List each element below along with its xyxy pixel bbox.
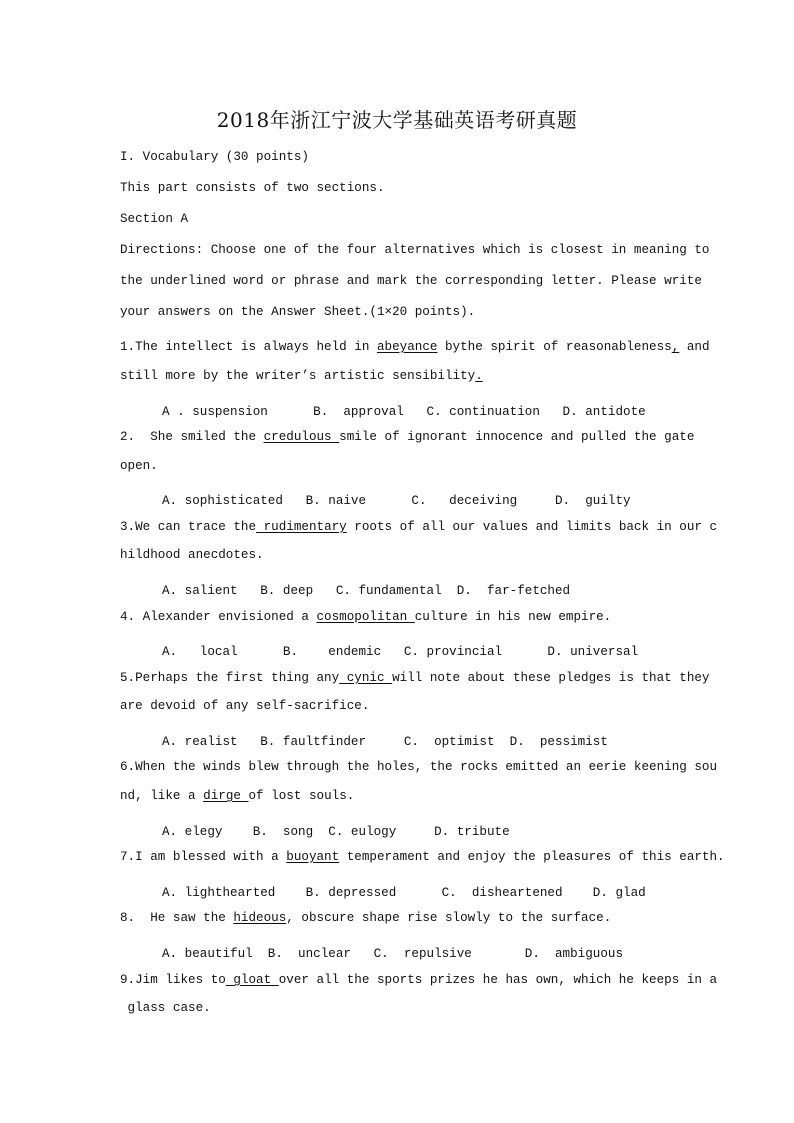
underlined-word: abeyance [376,340,438,354]
question-1-line [120,368,483,384]
question-5-options: A. realist B. faultfinder C. optimist D. pessimist [162,735,608,749]
question-8-line [120,910,611,926]
question-text: 1.The intellect is always held in [120,340,377,354]
question-2-line [120,429,694,445]
part-heading: I. Vocabulary (30 points) [120,150,309,164]
question-4-options: A. local B. endemic C. provincial D. universal [162,645,639,659]
question-text: 4. Alexander envisioned a [120,610,317,624]
underlined-mark: , [671,340,680,354]
question-1-line [120,339,710,355]
question-text: 9.Jim likes to [120,973,226,987]
question-text: roots of all our values and limits back in our c [346,520,718,534]
directions-line: your answers on the Answer Sheet.(1×20 points). [120,305,476,319]
question-9-line [120,972,717,988]
page-title: 2018年浙江宁波大学基础英语考研真题 [216,108,578,132]
question-4-line [120,609,611,625]
question-6-line [120,788,354,804]
question-text: 7.I am blessed with a [120,850,287,864]
question-text: temperament and enjoy the pleasures of this earth. [339,850,725,864]
underlined-word: credulous [263,430,340,444]
question-6-line: 6.When the winds blew through the holes, the rocks emitted an eerie keening sou [120,760,718,774]
question-text: over all the sports prizes he has own, which he keeps in a [278,973,718,987]
underlined-word: rudimentary [256,520,347,534]
directions-line: Directions: Choose one of the four alternatives which is closest in meaning to [120,243,710,257]
question-2-options: A. sophisticated B. naive C. deceiving D. guilty [162,494,631,508]
question-1-options: A . suspension B. approval C. continuation D. antidote [162,405,646,419]
question-2-line: open. [120,459,158,473]
question-7-line [120,849,725,865]
question-text: culture in his new empire. [414,610,612,624]
question-text: 5.Perhaps the first thing any [120,671,340,685]
question-9-line: glass case. [120,1001,211,1015]
question-text: smile of ignorant innocence and pulled the gate [339,430,695,444]
question-text: and [679,340,710,354]
question-text: bythe spirit of reasonableness [437,340,672,354]
underlined-mark: . [475,369,483,383]
question-5-line: are devoid of any self-sacrifice. [120,699,370,713]
question-text: nd, like a [120,789,204,803]
question-5-line [120,670,710,686]
question-3-line: hildhood anecdotes. [120,548,264,562]
question-7-options: A. lighthearted B. depressed C. disheartened D. glad [162,886,646,900]
underlined-word: cynic [339,671,393,685]
question-text: , obscure shape rise slowly to the surface. [286,911,612,925]
underlined-word: hideous [233,911,287,925]
question-text: 3.We can trace the [120,520,257,534]
question-text: of lost souls. [248,789,355,803]
underlined-word: gloat [225,973,279,987]
underlined-word: cosmopolitan [316,610,415,624]
question-6-options: A. elegy B. song C. eulogy D. tribute [162,825,510,839]
question-text: 8. He saw the [120,911,234,925]
question-8-options: A. beautiful B. unclear C. repulsive D. ambiguous [162,947,624,961]
question-text: will note about these pledges is that they [392,671,710,685]
directions-line: the underlined word or phrase and mark the corresponding letter. Please write [120,274,702,288]
part-intro: This part consists of two sections. [120,181,385,195]
question-3-options: A. salient B. deep C. fundamental D. far-fetched [162,584,571,598]
question-3-line [120,519,717,535]
underlined-word: dirge [203,789,249,803]
question-text: 2. She smiled the [120,430,264,444]
underlined-word: buoyant [286,850,340,864]
section-label: Section A [120,212,189,226]
question-text: still more by the writer’s artistic sensibility [120,369,476,383]
